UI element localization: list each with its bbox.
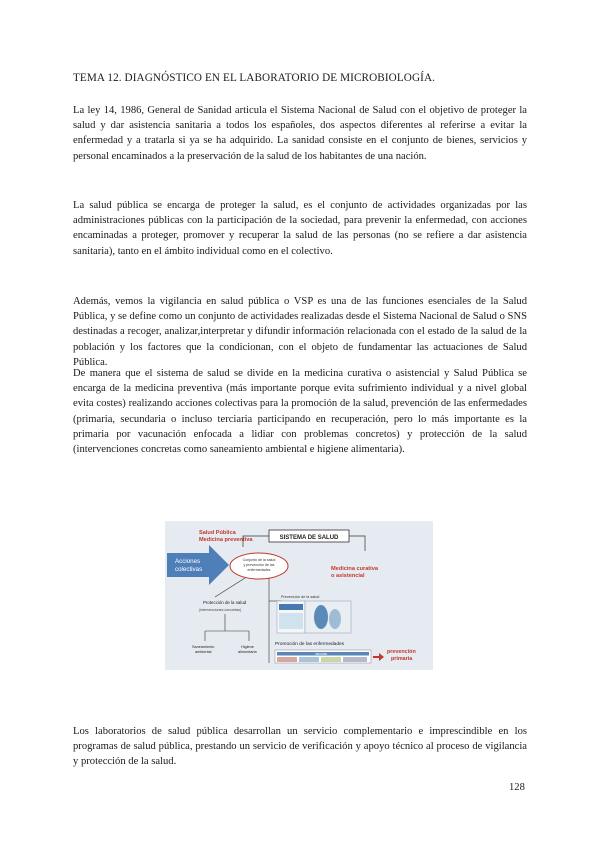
connector-protection — [215, 578, 245, 597]
poster-photo — [279, 613, 303, 629]
paragraph-ley-sanidad: La ley 14, 1986, General de Sanidad articula el Sistema Nacional de Salud con el objetivo de proteger la salud y dar asistencia sanitaria a todos los españoles, dos aspectos diferentes al referirse a evitar la enfermedad y a tratarla si ya se ha adquirido. La sanidad consiste en el conjunto de bienes, servicios y personal encaminados a la preservación de la salud de los habitantes de una nación. — [73, 105, 527, 162]
prevention-label-line2: primaria — [391, 656, 413, 662]
diagram-canvas — [165, 521, 433, 670]
prevention-label-line1: prevención — [387, 649, 416, 655]
paragraph-salud-publica: La salud pública se encarga de proteger la salud, es el conjunto de actividades organizadas por las administraciones públicas con la participación de la sociedad, para prevenir la enfermedad, con acciones encaminadas a proteger, promover y recuperar la salud de las personas (no se refiere a dar asistencia sanitaria), tanto en el ámbito individual como en el colectivo. — [73, 200, 527, 257]
connector-right — [349, 536, 365, 551]
vaccine-bar-label: vacunas — [315, 651, 327, 656]
prevention-arrow — [373, 653, 384, 661]
leaf2-line2: alimentaria — [238, 650, 257, 654]
page-title: TEMA 12. DIAGNÓSTICO EN EL LABORATORIO DE MICROBIOLOGÍA. — [73, 72, 436, 84]
leaf2-line1: Higiene — [241, 645, 254, 649]
poster-banner — [279, 604, 303, 610]
paragraph-laboratorios: Los laboratorios de salud pública desarrollan un servicio complementario e imprescindible en los programas de salud pública, prestando un servicio de verificación y apoyo técnico al proceso de vigilancia y protección de la salud. — [73, 726, 527, 768]
arrow-label-line2: colectivas — [175, 566, 203, 573]
medicina-curativa-label: Medicina curativa — [331, 566, 378, 572]
promotion-heading: Promoción de las enfermedades — [275, 642, 345, 647]
protection-branches — [205, 614, 249, 641]
page-number: 128 — [509, 782, 525, 793]
protection-heading: Protección de la salud — [203, 600, 247, 605]
protection-subheading: (intervenciones concretas) — [199, 608, 242, 612]
vaccine-thumb-1 — [277, 657, 297, 662]
leaf1-line2: ambiental — [195, 650, 212, 654]
ellipse-line2: y prevención de las — [243, 563, 275, 567]
paragraph-vigilancia: Además, vemos la vigilancia en salud pública o VSP es una de las funciones esenciales de la Salud Pública, y se define como un conjunto de actividades realizadas desde el Sistema Nacional de Salud o SNS destinadas a recoger, analizar,interpretar y difundir información relacionada con el estado de la salud de la población y los factores que la condicionan, con el objeto de fundamentar las actuaciones de Salud Pública. — [73, 296, 527, 368]
ellipse-line3: enfermedades — [247, 568, 271, 572]
poster-figure-1 — [314, 605, 328, 629]
vaccine-thumb-3 — [321, 657, 341, 662]
salud-publica-label: Salud Pública — [199, 530, 236, 536]
asistencial-label: o asistencial — [331, 573, 365, 579]
system-box-label: SISTEMA DE SALUD — [279, 535, 339, 541]
ellipse-line1: Conjunto de la salud — [242, 558, 276, 562]
vaccine-thumb-4 — [343, 657, 367, 662]
acciones-colectivas-arrow — [167, 545, 229, 585]
vaccine-thumb-2 — [299, 657, 319, 662]
medicina-preventiva-label: Medicina preventiva — [199, 537, 253, 543]
health-system-diagram — [165, 521, 433, 670]
poster-figure-2 — [329, 609, 341, 629]
paragraph-sistema-salud: De manera que el sistema de salud se divide en la medicina curativa o asistencial y Salud Pública se encarga de la medicina preventiva (más importante porque evita sufrimiento individual y a nivel global evita costes) realizando acciones colectivas para la promoción de la salud, prevención de las enfermedades (primaria, secundaria o incluso terciaria participando en recuperación, pero lo más importante es la primaria por vacunación enfocada a lidiar con problemas concretos) y protección de la salud (intervenciones concretas como saneamiento ambiental e higiene alimentaria). — [73, 368, 527, 456]
promotion-small-label: Prevención de la salud — [281, 595, 320, 599]
arrow-label-line1: Acciones — [175, 558, 201, 565]
leaf1-line1: Saneamiento — [192, 645, 215, 649]
